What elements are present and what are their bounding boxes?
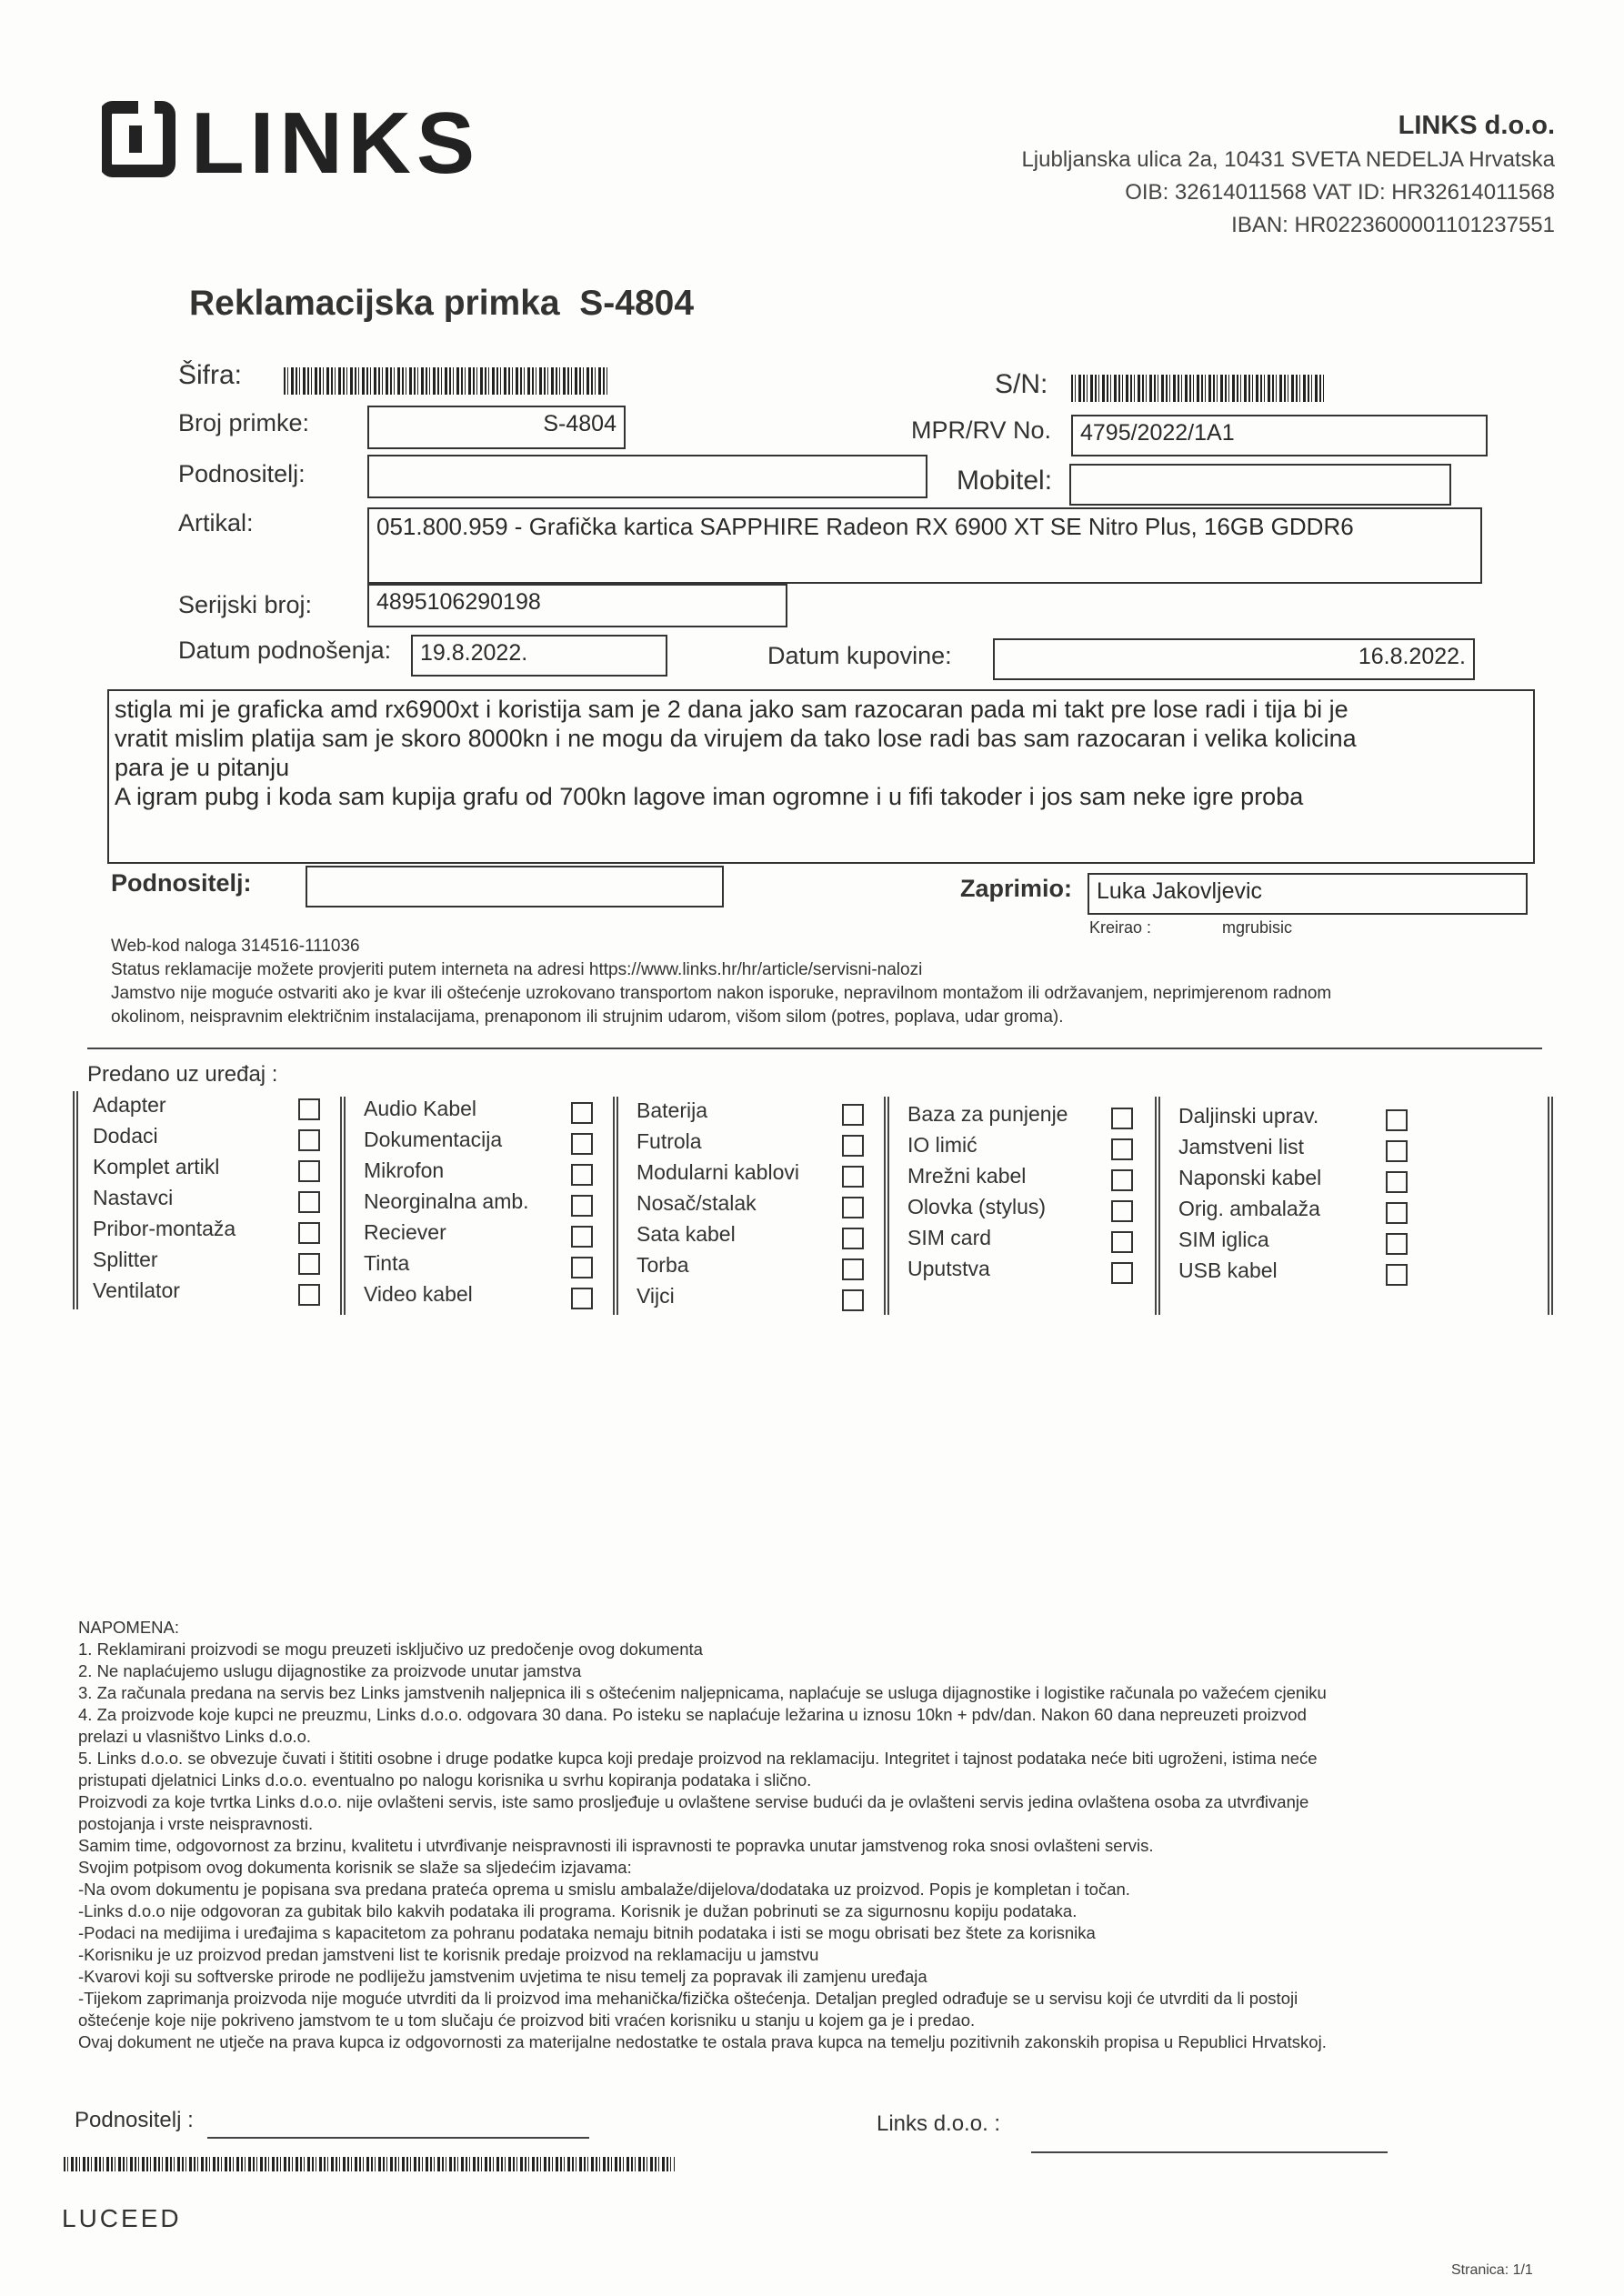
separator	[340, 1097, 342, 1315]
checkbox[interactable]	[298, 1129, 320, 1151]
checkbox[interactable]	[842, 1135, 864, 1157]
zaprimio-value: Luka Jakovljevic	[1097, 878, 1263, 904]
logo-text: LINKS	[191, 98, 480, 180]
napomena-title: NAPOMENA:	[78, 1618, 180, 1637]
zaprimio-field[interactable]	[1088, 873, 1528, 915]
description-line: stigla mi je graficka amd rx6900xt i koristija sam je 2 dana jako sam razocaran pada mi takt pre lose radi i tija bi je	[115, 696, 1348, 723]
status-info: Status reklamacije možete provjeriti putem interneta na adresi https://www.links.hr/hr/article/servisni-nalozi	[111, 960, 923, 979]
separator	[1548, 1097, 1549, 1315]
mpr-field[interactable]	[1071, 415, 1488, 456]
checklist-item[interactable]: SIM card	[907, 1224, 1144, 1255]
serijski-field[interactable]	[367, 584, 787, 627]
broj-primke-label: Broj primke:	[178, 409, 310, 436]
serijski-value: 4895106290198	[376, 589, 541, 615]
napomena-line: -Podaci na medijima i uređajima s kapacitetom za pohranu podataka nemaju bitnih podataka i isti se mogu obrisati bez štete za korisnika	[78, 1923, 1096, 1942]
checklist-item[interactable]: Nastavci	[93, 1184, 326, 1215]
checklist-item[interactable]: Daljinski uprav.	[1178, 1102, 1424, 1133]
checklist-item[interactable]: Torba	[637, 1251, 873, 1282]
checklist-col-1	[93, 1091, 326, 1308]
checklist-item[interactable]: Jamstveni list	[1178, 1133, 1424, 1164]
divider	[87, 1048, 1542, 1049]
podnositelj-label: Podnositelj:	[178, 460, 306, 487]
separator	[76, 1091, 78, 1309]
kreirao-value: mgrubisic	[1222, 918, 1293, 937]
separator	[344, 1097, 346, 1315]
checklist-col-4	[907, 1100, 1144, 1286]
links-logo-icon	[102, 98, 493, 180]
webkod: Web-kod naloga 314516-111036	[111, 937, 360, 956]
checklist-item[interactable]: Neorginalna amb.	[364, 1188, 600, 1218]
datum-podnosenja-value: 19.8.2022.	[420, 640, 528, 666]
checkbox[interactable]	[571, 1288, 593, 1309]
separator	[1155, 1097, 1157, 1315]
datum-kupovine-label: Datum kupovine:	[767, 642, 952, 669]
description-line: A igram pubg i koda sam kupija grafu od 700kn lagove iman ogromne i u fifi takoder i jos sam neke igre proba	[115, 783, 1304, 810]
checkbox[interactable]	[842, 1166, 864, 1188]
napomena-line: Svojim potpisom ovog dokumenta korisnik se slaže sa sljedećim izjavama:	[78, 1858, 632, 1877]
checklist-item[interactable]: Adapter	[93, 1091, 326, 1122]
checklist-item[interactable]: Mikrofon	[364, 1157, 600, 1188]
checklist-item[interactable]: Ventilator	[93, 1277, 326, 1308]
checkbox[interactable]	[1111, 1169, 1133, 1191]
checklist-item[interactable]: Mrežni kabel	[907, 1162, 1144, 1193]
sn-barcode	[1071, 375, 1324, 402]
predano-label: Predano uz uređaj :	[87, 1062, 278, 1087]
separator	[884, 1097, 886, 1315]
company-iban: IBAN: HR0223600001101237551	[1231, 213, 1555, 237]
checklist-item[interactable]: Baterija	[637, 1097, 873, 1128]
napomena-line: postojanja i vrste neispravnosti.	[78, 1814, 314, 1833]
napomena-line: Ovaj dokument ne utječe na prava kupca iz odgovornosti za materijalne nedostatke te ostala prava kupca na temelju pozitivnih zakonskih propisa u Republici Hrvatskoj.	[78, 2032, 1327, 2051]
description-line: para je u pitanju	[115, 754, 290, 781]
footer-links-label: Links d.o.o. :	[877, 2111, 1001, 2136]
napomena-line: prelazi u vlasništvo Links d.o.o.	[78, 1727, 312, 1746]
mobitel-label: Mobitel:	[957, 466, 1053, 496]
checklist-item[interactable]: Komplet artikl	[93, 1153, 326, 1184]
checkbox[interactable]	[298, 1284, 320, 1306]
artikal-value: 051.800.959 - Grafička kartica SAPPHIRE Radeon RX 6900 XT SE Nitro Plus, 16GB GDDR6	[376, 513, 1354, 540]
checkbox[interactable]	[571, 1133, 593, 1155]
doc-title: Reklamacijska primka S-4804	[189, 284, 695, 323]
podnositelj-signature-line[interactable]	[207, 2137, 589, 2139]
napomena-line: 3. Za računala predana na servis bez Links jamstvenih naljepnica ili s oštećenim naljepnicama, naplaćuje se usluga dijagnostike i logistike računala po važećem cjeniku	[78, 1683, 1327, 1702]
footer-barcode	[64, 2157, 675, 2171]
napomena-line: 5. Links d.o.o. se obvezuje čuvati i štititi osobne i druge podatke kupca koji predaje proizvod na reklamaciju. Integritet i tajnost podataka neće biti ugroženi, istima neće	[78, 1749, 1318, 1768]
datum-kupovine-value: 16.8.2022.	[1358, 644, 1466, 669]
napomena-line: -Korisniku je uz proizvod predan jamstveni list te korisnik predaje proizvod na reklamaciju u jamstvu	[78, 1945, 819, 1964]
separator	[73, 1091, 75, 1309]
checklist-item[interactable]: Sata kabel	[637, 1220, 873, 1251]
checklist-item[interactable]: Modularni kablovi	[637, 1158, 873, 1189]
signoff-podnositelj-label: Podnositelj:	[111, 869, 252, 897]
checklist-item[interactable]: Orig. ambalaža	[1178, 1195, 1424, 1226]
checkbox[interactable]	[1386, 1264, 1408, 1286]
napomena-line: 1. Reklamirani proizvodi se mogu preuzeti isključivo uz predočenje ovog dokumenta	[78, 1639, 703, 1659]
datum-kupovine-field[interactable]	[993, 638, 1475, 680]
checkbox[interactable]	[571, 1257, 593, 1278]
checkbox[interactable]	[298, 1253, 320, 1275]
artikal-field[interactable]	[367, 507, 1482, 584]
sifra-label: Šifra:	[178, 360, 243, 390]
checkbox[interactable]	[298, 1222, 320, 1244]
kreirao-label: Kreirao :	[1089, 918, 1152, 937]
checkbox[interactable]	[571, 1195, 593, 1217]
checkbox[interactable]	[298, 1191, 320, 1213]
checklist-item[interactable]: Tinta	[364, 1249, 600, 1280]
checkbox[interactable]	[842, 1197, 864, 1218]
checklist-item[interactable]: Baza za punjenje	[907, 1100, 1144, 1131]
checkbox[interactable]	[842, 1228, 864, 1249]
mobitel-field[interactable]	[1069, 464, 1451, 506]
company-name: LINKS d.o.o.	[1398, 111, 1555, 140]
checkbox[interactable]	[1111, 1200, 1133, 1222]
checkbox[interactable]	[571, 1226, 593, 1248]
mpr-label: MPR/RV No.	[911, 416, 1052, 444]
page-number: Stranica: 1/1	[1451, 2262, 1533, 2278]
podnositelj-field[interactable]	[367, 455, 927, 498]
napomena-line: 4. Za proizvode koje kupci ne preuzmu, Links d.o.o. odgovara 30 dana. Po isteku se naplaćuje ležarina u iznosu 10kn + pdv/dan. Nakon 60 dana nepreuzeti proizvod	[78, 1705, 1307, 1724]
checkbox[interactable]	[1111, 1231, 1133, 1253]
checklist-item[interactable]: Pribor-montaža	[93, 1215, 326, 1246]
checklist-item[interactable]: Futrola	[637, 1128, 873, 1158]
datum-podnosenja-label: Datum podnošenja:	[178, 637, 392, 664]
checklist-item[interactable]: Dodaci	[93, 1122, 326, 1153]
checkbox[interactable]	[1386, 1109, 1408, 1131]
napomena-line: pristupati djelatnici Links d.o.o. eventualno po nalogu korisnika u svrhu kopiranja podataka i slično.	[78, 1770, 812, 1790]
checklist-item[interactable]: Naponski kabel	[1178, 1164, 1424, 1195]
company-logo	[102, 98, 493, 180]
separator	[613, 1097, 615, 1315]
checklist-col-5	[1178, 1102, 1424, 1288]
checklist-item[interactable]: USB kabel	[1178, 1257, 1424, 1288]
footer-podnositelj-label: Podnositelj :	[75, 2108, 194, 2132]
separator	[617, 1097, 618, 1315]
company-address: Ljubljanska ulica 2a, 10431 SVETA NEDELJA Hrvatska	[1021, 147, 1555, 172]
napomena-section	[78, 1617, 1515, 2053]
napomena-line: oštećenje koje nije pokriveno jamstvom te u tom slučaju će proizvod biti vraćen korisniku u stanju u kojem ga je i predao.	[78, 2010, 976, 2030]
checkbox[interactable]	[1386, 1171, 1408, 1193]
checkbox[interactable]	[842, 1258, 864, 1280]
napomena-line: 2. Ne naplaćujemo uslugu dijagnostike za proizvode unutar jamstva	[78, 1661, 582, 1680]
checklist-item[interactable]: SIM iglica	[1178, 1226, 1424, 1257]
datum-podnosenja-field[interactable]	[411, 635, 667, 677]
separator	[1551, 1097, 1553, 1315]
broj-primke-field[interactable]	[367, 406, 626, 449]
napomena-line: -Tijekom zaprimanja proizvoda nije moguće utvrditi da li proizvod ima mehanička/fizička oštećenja. Detaljan pregled odrađuje se u servisu koji će utvrditi da li postoji	[78, 1989, 1298, 2008]
checklist-item[interactable]: Reciever	[364, 1218, 600, 1249]
jamstvo-info-2: okolinom, neispravnim električnim instalacijama, prenaponom ili strujnim udarom, višom silom (potres, poplava, udar groma).	[111, 1008, 1064, 1027]
artikal-label: Artikal:	[178, 509, 254, 536]
napomena-line: Samim time, odgovornost za brzinu, kvalitetu i utvrđivanje neispravnosti ili ispravnosti te popravka unutar jamstvenog roka snosi ovlašteni servis.	[78, 1836, 1154, 1855]
checkbox[interactable]	[571, 1164, 593, 1186]
checkbox[interactable]	[842, 1289, 864, 1311]
checklist-item[interactable]: Vijci	[637, 1282, 873, 1313]
zaprimio-label: Zaprimio:	[960, 875, 1073, 902]
checklist-item[interactable]: Dokumentacija	[364, 1126, 600, 1157]
sifra-barcode	[284, 367, 607, 395]
luceed-brand: LUCEED	[62, 2204, 182, 2232]
napomena-line: -Links d.o.o nije odgovoran za gubitak bilo kakvih podataka ili programa. Korisnik je dužan pobrinuti se za sigurnosnu kopiju podataka.	[78, 1901, 1078, 1920]
checkbox[interactable]	[571, 1102, 593, 1124]
napomena-line: -Kvarovi koji su softverske prirode ne podliježu jamstvenim uvjetima te nisu temelj za popravak ili zamjenu uređaja	[78, 1967, 927, 1986]
signoff-podnositelj-field[interactable]	[306, 866, 724, 907]
checklist-col-3	[637, 1097, 873, 1313]
links-signature-line[interactable]	[1031, 2151, 1388, 2153]
napomena-line: -Na ovom dokumentu je popisana sva predana prateća oprema u smislu ambalaže/dijelova/dodataka uz proizvod. Popis je kompletan i točan.	[78, 1880, 1130, 1899]
checklist-item[interactable]: Nosač/stalak	[637, 1189, 873, 1220]
separator	[887, 1097, 889, 1315]
checklist-item[interactable]: Uputstva	[907, 1255, 1144, 1286]
checklist-item[interactable]: IO limić	[907, 1131, 1144, 1162]
description-line: vratit mislim platija sam je skoro 8000kn i ne mogu da virujem da tako lose radi bas sam razocaran i velika kolicina	[115, 725, 1357, 752]
checklist-col-2	[364, 1095, 600, 1311]
jamstvo-info-1: Jamstvo nije moguće ostvariti ako je kvar ili oštećenje uzrokovano transportom nakon isporuke, nepravilnom montažom ili održavanjem, neprimjerenom radnom	[111, 984, 1332, 1003]
separator	[1158, 1097, 1160, 1315]
checkbox[interactable]	[842, 1104, 864, 1126]
checkbox[interactable]	[1111, 1138, 1133, 1160]
napomena-line: Proizvodi za koje tvrtka Links d.o.o. nije ovlašteni servis, iste samo prosljeđuje u ovlaštene servise budući da je ovlašteni servis jedina ovlaštena osoba za utvrđivanje	[78, 1792, 1309, 1811]
checkbox[interactable]	[298, 1098, 320, 1120]
description-box[interactable]	[107, 689, 1535, 864]
checkbox[interactable]	[1111, 1262, 1133, 1284]
checklist-item[interactable]: Splitter	[93, 1246, 326, 1277]
company-ids: OIB: 32614011568 VAT ID: HR32614011568	[1125, 180, 1555, 205]
checkbox[interactable]	[1386, 1202, 1408, 1224]
checklist-item[interactable]: Video kabel	[364, 1280, 600, 1311]
checkbox[interactable]	[1111, 1108, 1133, 1129]
broj-primke-value: S-4804	[543, 411, 617, 436]
checklist-item[interactable]: Audio Kabel	[364, 1095, 600, 1126]
checkbox[interactable]	[1386, 1140, 1408, 1162]
mpr-value: 4795/2022/1A1	[1080, 420, 1235, 446]
checklist-item[interactable]: Olovka (stylus)	[907, 1193, 1144, 1224]
sn-label: S/N:	[995, 369, 1048, 399]
checkbox[interactable]	[1386, 1233, 1408, 1255]
serijski-label: Serijski broj:	[178, 591, 313, 618]
checkbox[interactable]	[298, 1160, 320, 1182]
